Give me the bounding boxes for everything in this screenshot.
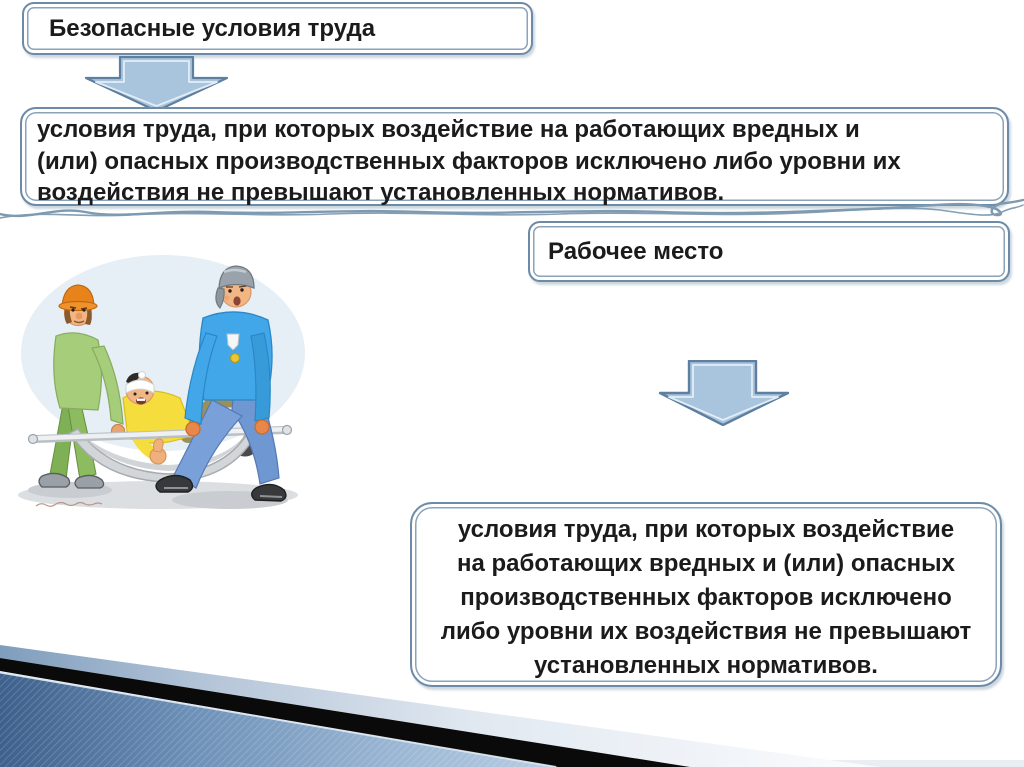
workplace-label: Рабочее место: [548, 237, 724, 265]
down-arrow-body: [86, 57, 227, 111]
definition-bottom-line: производственных факторов исключено: [460, 584, 952, 611]
definition-box-top: [20, 107, 1009, 206]
definition-top-line: условия труда, при которых воздействие на работающих вредных и: [37, 116, 860, 143]
safe-conditions-title-label: Безопасные условия труда: [49, 14, 376, 42]
down-arrow-body: [660, 361, 788, 425]
down-arrow-icon: [84, 56, 229, 112]
definition-bottom-line: либо уровни их воздействия не превышают: [440, 618, 972, 645]
safe-conditions-title-box: [22, 2, 533, 55]
definition-bottom-line: на работающих вредных и (или) опасных: [456, 550, 956, 577]
definition-bottom-line: условия труда, при которых воздействие: [457, 516, 955, 543]
down-arrow-icon: [658, 360, 790, 426]
workplace-box: [528, 221, 1010, 282]
definition-top-line: (или) опасных производственных факторов исключено либо уровни их: [37, 147, 901, 175]
corner-decoration: [0, 637, 1024, 767]
definition-top-line: воздействия не превышают установленных нормативов.: [37, 179, 725, 206]
definition-bottom-line: установленных нормативов.: [534, 652, 878, 679]
rescue-illustration: [8, 248, 310, 520]
